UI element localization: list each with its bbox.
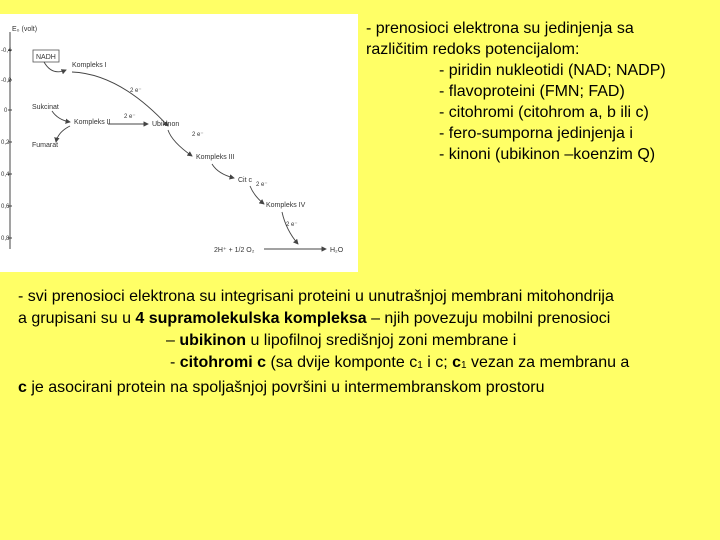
bold-text: c xyxy=(452,354,462,371)
carrier-item: - citohromi (citohrom a, b ili c) xyxy=(439,104,649,121)
axis-label: E₀ (volt) xyxy=(12,26,38,33)
cit-c-label: Cit c xyxy=(238,177,252,184)
electron-label: 2 e⁻ xyxy=(130,88,142,94)
tick-label: 0 xyxy=(4,108,8,114)
text-span: - xyxy=(170,354,180,371)
kompleks-i-label: Kompleks I xyxy=(72,62,107,69)
text-span: i c; xyxy=(422,354,453,371)
bold-text: 4 supramolekulska kompleksa xyxy=(135,310,367,327)
kompleks-iii-arrow xyxy=(212,164,234,178)
paragraph-line xyxy=(18,352,708,377)
electron-label: 2 e⁻ xyxy=(286,222,298,228)
fumarat-label: Fumarat xyxy=(32,142,59,149)
tick-label: 0,8 xyxy=(1,236,10,242)
kompleks-iv-label: Kompleks IV xyxy=(266,202,306,209)
electron-label: 2 e⁻ xyxy=(124,114,136,120)
fumarat-arrow xyxy=(56,126,70,142)
ubikinon-label: Ubikinon xyxy=(152,121,180,128)
paragraph-line xyxy=(18,308,708,330)
carrier-item: - piridin nukleotidi (NAD; NADP) xyxy=(439,62,666,79)
text-span: (sa dvije komponte c xyxy=(266,354,418,371)
kompleks-iii-label: Kompleks III xyxy=(196,154,235,161)
electron-label: 2 e⁻ xyxy=(256,182,268,188)
bold-text: c xyxy=(18,379,27,396)
sukcinat-label: Sukcinat xyxy=(32,104,59,111)
tick-label: 0,2 xyxy=(1,140,10,146)
carriers-intro: - prenosioci elektrona su jedinjenja sa xyxy=(366,20,634,37)
kompleks-ii-label: Kompleks II xyxy=(74,119,111,126)
text-span: a grupisani su u xyxy=(18,310,136,327)
tick-label: -0,2 xyxy=(1,78,12,84)
kompleks-i-arrow xyxy=(72,72,168,126)
nadh-label: NADH xyxy=(36,54,56,61)
ubikinon-arrow xyxy=(168,130,192,156)
nadh-arrow xyxy=(44,62,66,72)
subscript: 1 xyxy=(417,360,423,371)
text-span: u lipofilnoj središnjoj zoni membrane i xyxy=(246,332,517,349)
kompleks-iv-arrow xyxy=(282,212,298,244)
reactants-label: 2H⁺ + 1/2 O₂ xyxy=(214,247,255,254)
paragraph-line xyxy=(18,377,708,399)
carrier-item: - kinoni (ubikinon –koenzim Q) xyxy=(439,146,656,163)
text-span: je asocirani protein na spoljašnjoj površini u intermembranskom prostoru xyxy=(26,379,545,396)
sukcinat-arrow xyxy=(52,111,70,122)
bold-text: citohromi c xyxy=(179,354,267,371)
membrane-paragraph xyxy=(18,286,708,399)
subscript: 1 xyxy=(461,360,467,371)
product-label: H₂O xyxy=(330,247,344,254)
paragraph-line: - svi prenosioci elektrona su integrisani proteini u unutrašnjoj membrani mitohondrija xyxy=(18,288,614,305)
cit-c-arrow xyxy=(250,186,264,204)
carrier-item: - flavoproteini (FMN; FAD) xyxy=(439,83,625,100)
paragraph-line xyxy=(18,330,708,352)
electron-label: 2 e⁻ xyxy=(192,132,204,138)
electron-transport-diagram xyxy=(0,14,358,272)
tick-label: 0,4 xyxy=(1,172,10,178)
text-span: – xyxy=(166,332,180,349)
carriers-list xyxy=(366,18,716,165)
tick-label: 0,6 xyxy=(1,204,10,210)
text-span: – njih povezuju mobilni prenosioci xyxy=(366,310,611,327)
electron-transport-svg xyxy=(0,14,358,272)
bold-text: ubikinon xyxy=(179,332,246,349)
tick-label: -0,4 xyxy=(1,48,12,54)
carrier-item: - fero-sumporna jedinjenja i xyxy=(439,125,633,142)
carriers-intro-cont: različitim redoks potencijalom: xyxy=(366,41,580,58)
text-span: vezan za membranu a xyxy=(466,354,630,371)
